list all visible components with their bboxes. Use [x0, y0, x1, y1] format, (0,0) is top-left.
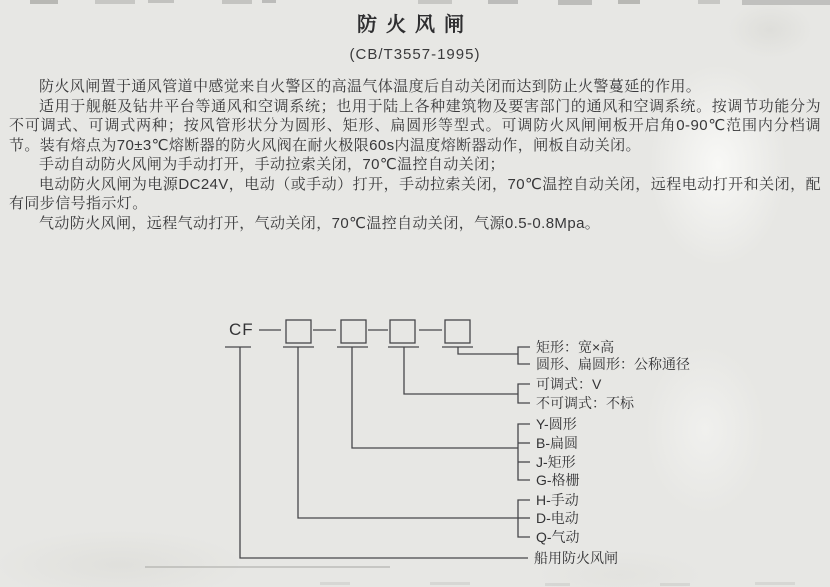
paragraph-pneumatic: 气动防火风闸，远程气动打开，气动关闭，70℃温控自动关闭，气源0.5-0.8Mpa。 [39, 214, 601, 232]
scan-mark [262, 0, 276, 3]
scan-mark [618, 0, 640, 4]
label-g-grille: G-格栅 [536, 472, 580, 488]
body-text [9, 77, 821, 233]
scan-mark [430, 582, 470, 585]
model-prefix: CF [229, 320, 254, 339]
callout-labels [534, 339, 690, 566]
scan-mark [755, 582, 795, 585]
scan-mark [320, 582, 350, 585]
scan-mark [148, 0, 174, 3]
scan-mark [660, 583, 690, 586]
paragraph-application: 适用于舰艇及钻井平台等通风和空调系统；也用于陆上各种建筑物及要害部门的通风和空调系统。按调节功能分为不可调式、可调式两种；按风管形状分为圆形、矩形、扁圆形等型式。可调防火风闸闸板开启角0-90℃范围内分档调节。装有熔点为70±3℃熔断器的防火风阀在耐火极限60s内温度熔断器动作，闸板自动关闭。 [9, 97, 821, 154]
label-j-rectangular: J-矩形 [536, 454, 576, 470]
label-q-pneumatic: Q-气动 [536, 529, 580, 545]
label-rect-size: 矩形：宽×高 [536, 339, 615, 355]
standard-number: (CB/T3557-1995) [349, 46, 481, 63]
model-field-box [341, 320, 366, 343]
label-marine-fire-damper: 船用防火风闸 [534, 550, 618, 566]
scan-mark [558, 0, 592, 5]
scan-mark [742, 0, 830, 5]
scan-mark [222, 0, 252, 4]
paragraph-overview: 防火风闸置于通风管道中感觉来自火警区的高温气体温度后自动关闭而达到防止火警蔓延的作用。 [39, 78, 702, 95]
label-y-round: Y-圆形 [536, 416, 577, 432]
label-adjustable: 可调式：V [536, 376, 602, 392]
label-h-manual: H-手动 [536, 492, 579, 508]
label-b-flat-oval: B-扁圆 [536, 435, 578, 451]
callout-lines [240, 347, 530, 558]
label-non-adjustable: 不可调式：不标 [536, 395, 634, 411]
page-title: 防火风闸 [357, 14, 473, 36]
label-d-electric: D-电动 [536, 510, 579, 526]
scan-mark [95, 0, 135, 4]
scan-mark [698, 0, 720, 4]
scan-mark [488, 0, 518, 4]
model-field-box [445, 320, 470, 343]
scan-mark [418, 0, 452, 4]
scan-mark [30, 0, 58, 4]
label-round-size: 圆形、扁圆形：公称通径 [536, 356, 690, 372]
model-field-box [390, 320, 415, 343]
model-field-box [286, 320, 311, 343]
paragraph-electric: 电动防火风闸为电源DC24V，电动（或手动）打开，手动拉索关闭，70℃温控自动关闭，远程电动打开和关闭，配有同步信号指示灯。 [9, 175, 821, 212]
paragraph-manual: 手动自动防火风闸为手动打开，手动拉索关闭，70℃温控自动关闭； [39, 156, 505, 173]
scan-mark [545, 583, 570, 586]
scan-mark [145, 566, 390, 568]
